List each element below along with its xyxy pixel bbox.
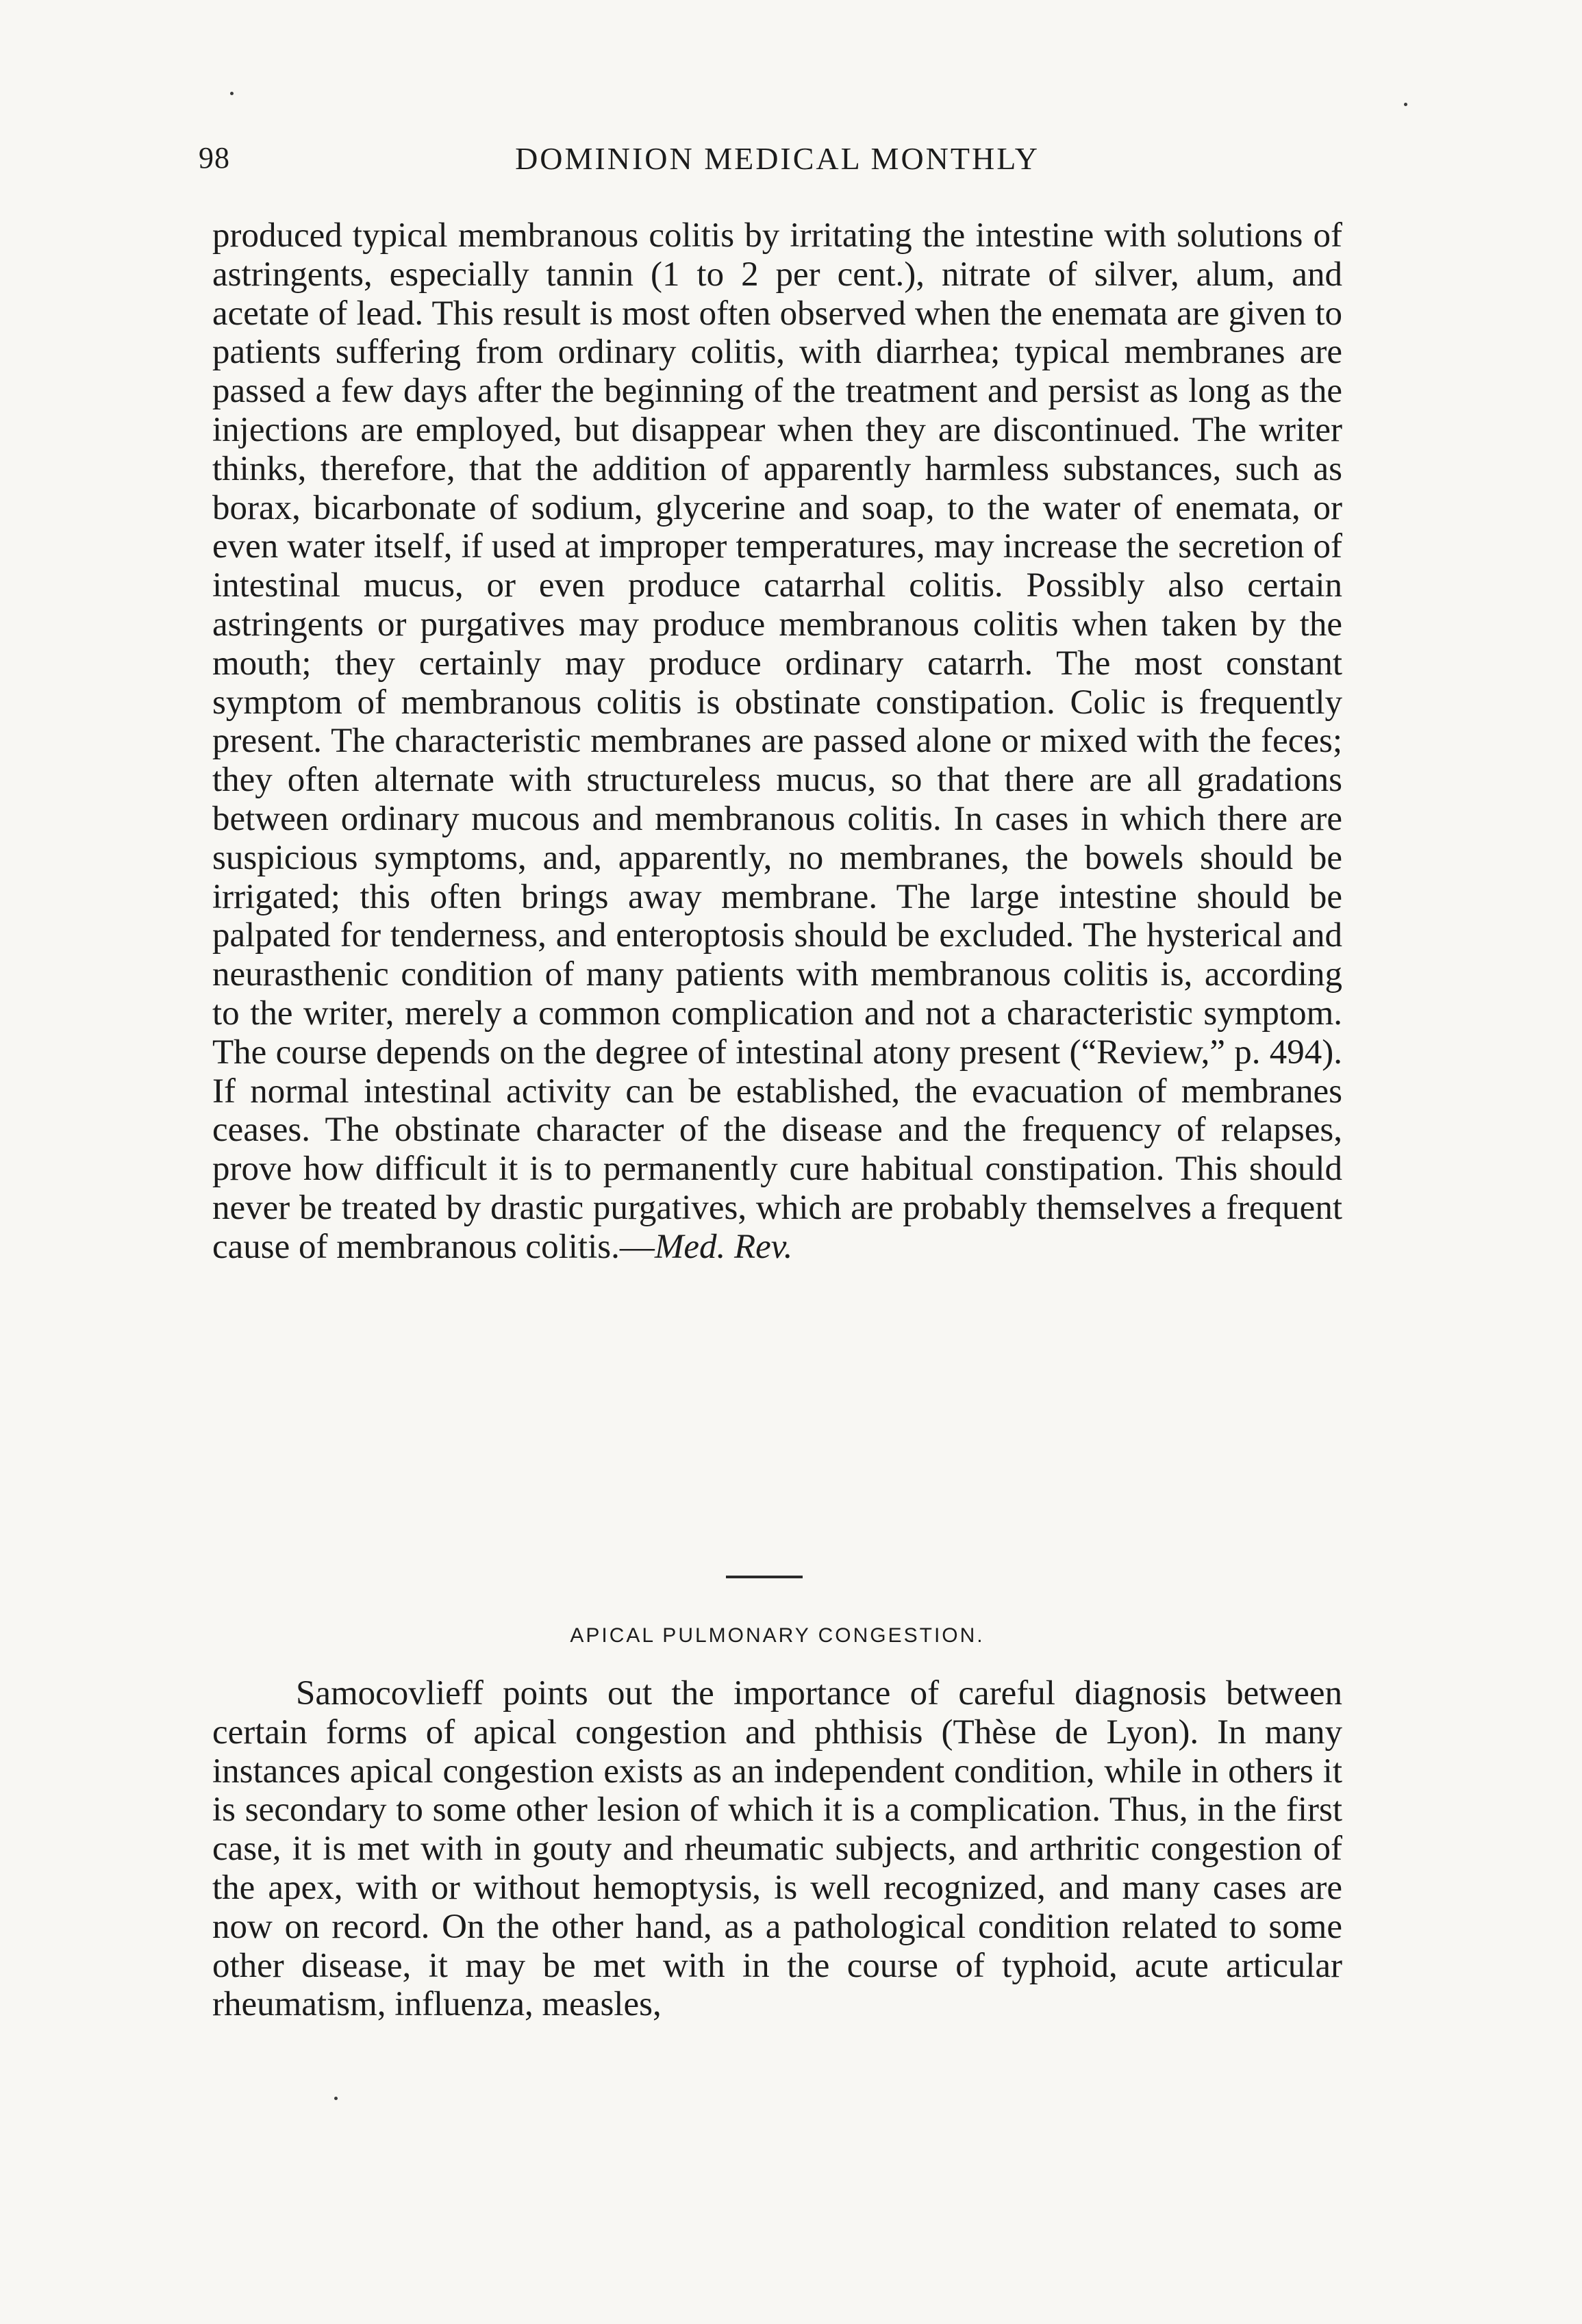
source-attribution: Med. Rev. xyxy=(654,1227,793,1266)
print-speck xyxy=(334,2097,338,2100)
print-speck xyxy=(1404,103,1407,106)
article-continuation-text: produced typical membranous colitis by irritating the intestine with solutions of astringents, especially tannin (1 to 2 per cent.), nitrate of silver, alum, and acetate of lead. This result is most often observed when the enemata are given to patients suffering from ordinary colitis, with diarrhea; typical membranes are passed a few days after the beginning of the treatment and persist as long as the injections are employed, but disappear when they are discontinued. The writer thinks, therefore, that the addition of apparently harmless substances, such as borax, bicarbonate of sodium, glycerine and soap, to the water of enemata, or even water itself, if used at improper temperatures, may increase the secretion of intestinal mucus, or even produce catarrhal colitis. Possibly also certain astringents or purgatives may produce membranous colitis when taken by the mouth; they certainly may produce ordinary catarrh. The most constant symptom of membranous colitis is obstinate constipation. Colic is frequently present. The characteristic membranes are passed alone or mixed with the feces; they often alternate with structureless mucus, so that there are all gradations between ordinary mucous and membranous colitis. In cases in which there are suspicious symptoms, and, apparently, no membranes, the bowels should be irrigated; this often brings away membrane. The large intestine should be palpated for tenderness, and enteroptosis should be excluded. The hysterical and neurasthenic condition of many patients with membranous colitis is, according to the writer, merely a common complication and not a characteristic symptom. The course depends on the degree of intestinal atony present (“Review,” p. 494). If normal intestinal activity can be established, the evacuation of membranes ceases. The obstinate character of the disease and the frequency of relapses, prove how difficult it is to permanently cure habitual constipation. This should never be treated by drastic purgatives, which are probably themselves a frequent cause of membranous colitis.— xyxy=(212,216,1342,1266)
section-paragraph: Samocovlieff points out the importance of careful diagnosis between certain forms of apical congestion and phthisis (Thèse de Lyon). In many instances apical congestion exists as an independent condition, while in others it is secondary to some other lesion of which it is a complication. Thus, in the first case, it is met with in gouty and rheumatic subjects, and arthritic congestion of the apex, with or without hemoptysis, is well recognized, and many cases are now on record. On the other hand, as a pathological condition related to some other disease, it may be met with in the course of typhoid, acute articular rheumatism, influenza, measles, xyxy=(212,1674,1342,2024)
article-continuation-paragraph xyxy=(212,216,1342,1267)
section-heading: APICAL PULMONARY CONGESTION. xyxy=(570,1624,985,1647)
page-number: 98 xyxy=(199,141,230,175)
running-head xyxy=(199,140,1356,188)
journal-title: DOMINION MEDICAL MONTHLY xyxy=(515,141,1040,176)
print-speck xyxy=(230,92,234,95)
section-divider xyxy=(726,1576,803,1578)
